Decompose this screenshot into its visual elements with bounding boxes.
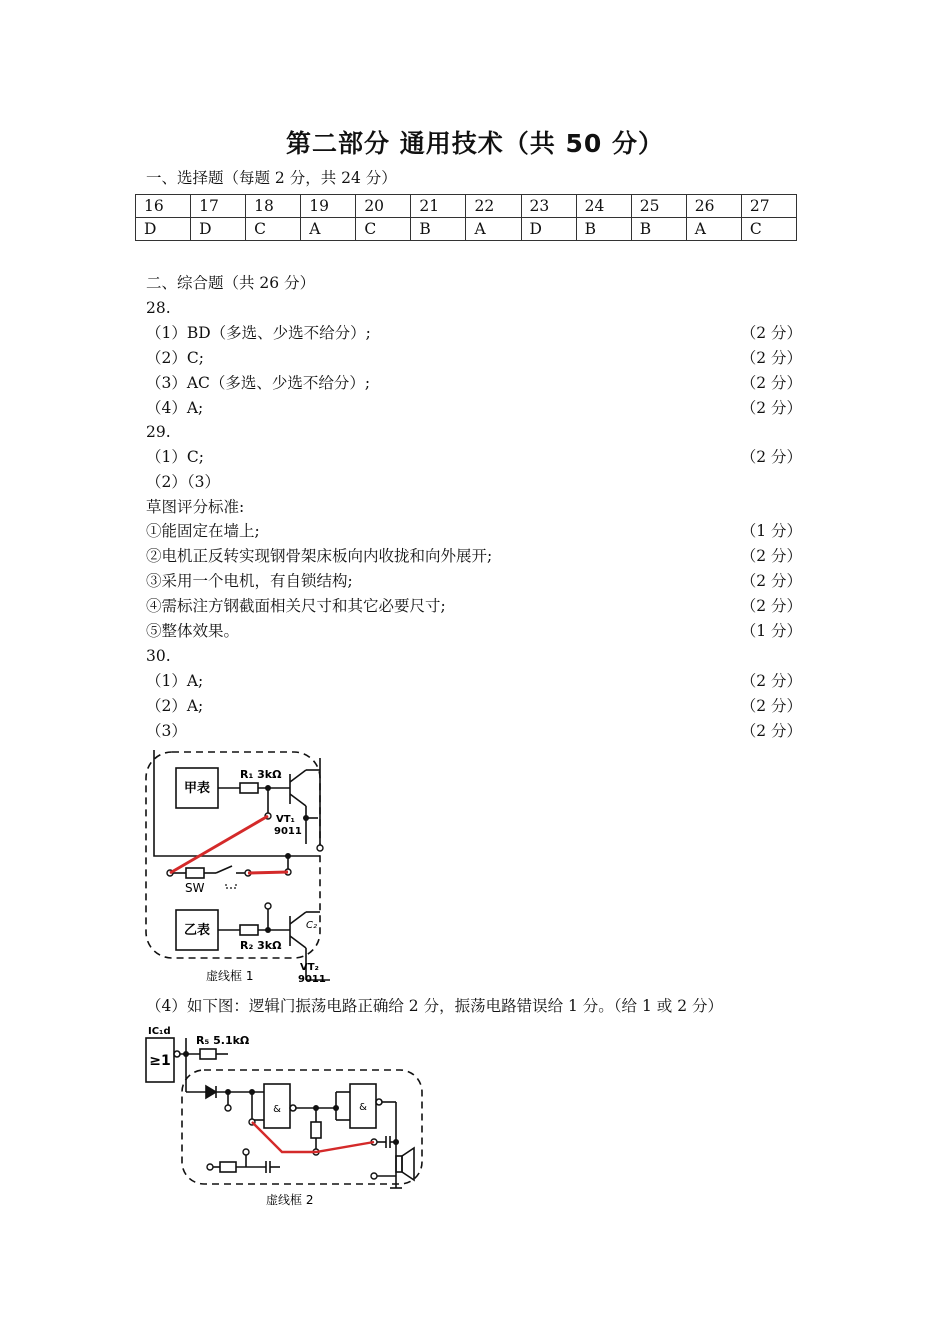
answer-cell: C <box>246 218 301 241</box>
meter-b-label: 乙表 <box>183 923 211 938</box>
answer-line-text: ②电机正反转实现钢骨架床板向内收拢和向外展开; <box>146 547 493 565</box>
answer-line-points: （2 分） <box>740 448 802 466</box>
answer-line-text: ⑤整体效果。 <box>146 622 240 640</box>
answer-cell: A <box>301 218 356 241</box>
answer-line-text: （4）A; <box>146 399 204 417</box>
question-number: 23 <box>521 195 576 218</box>
vt1-model-label: 9011 <box>274 826 302 837</box>
answer-line-text: （1）C; <box>146 448 204 466</box>
section2-heading: 二、综合题（共 26 分） <box>146 274 316 292</box>
answer-line-text: 30. <box>146 647 171 665</box>
page-title: 第二部分 通用技术（共 50 分） <box>286 129 664 158</box>
answer-cell: D <box>191 218 246 241</box>
answer-line-text: 28. <box>146 299 171 317</box>
question-number: 27 <box>741 195 796 218</box>
answer-line-points: （2 分） <box>740 672 802 690</box>
vt2-label: VT₂ <box>300 962 319 973</box>
answer-line-points: （2 分） <box>740 349 802 367</box>
switch-label: SW <box>185 881 205 895</box>
answer-line-text: （2）（3） <box>146 473 220 491</box>
answer-line-points: （2 分） <box>740 722 802 740</box>
answer-table-number-row <box>136 195 797 218</box>
and-gate-2-symbol: & <box>359 1102 367 1113</box>
answer-cell: B <box>576 218 631 241</box>
question-number: 20 <box>356 195 411 218</box>
answer-line-text: ③采用一个电机，有自锁结构; <box>146 572 353 590</box>
answer-cell: D <box>136 218 191 241</box>
answer-line-text: 29. <box>146 423 171 441</box>
answer-cell: C <box>741 218 796 241</box>
answer-line-points: （2 分） <box>740 399 802 417</box>
c2-label: C₂ <box>306 920 317 931</box>
answer-line-points: （2 分） <box>740 572 802 590</box>
answer-line-text: ①能固定在墙上; <box>146 522 260 540</box>
question-number: 25 <box>631 195 686 218</box>
question-number: 17 <box>191 195 246 218</box>
r5-label: R₅ 5.1kΩ <box>196 1034 250 1047</box>
vt2-model-label: 9011 <box>298 974 326 985</box>
answer-line-text: （1）BD（多选、少选不给分）; <box>146 324 371 342</box>
answer-cell: B <box>631 218 686 241</box>
dashed-frame-1 <box>146 752 320 958</box>
answer-line-points: （1 分） <box>740 622 802 640</box>
answer-line-text: 草图评分标准: <box>146 498 245 516</box>
r1-label: R₁ 3kΩ <box>240 768 282 781</box>
circuit-diagram-1 <box>140 748 330 988</box>
question-number: 19 <box>301 195 356 218</box>
answer-line-points: （2 分） <box>740 697 802 715</box>
meter-a-label: 甲表 <box>183 781 211 796</box>
answer-line-points: （2 分） <box>740 324 802 342</box>
question-number: 21 <box>411 195 466 218</box>
section1-heading: 一、选择题（每题 2 分，共 24 分） <box>146 169 397 187</box>
and-gate-1-symbol: & <box>273 1104 281 1115</box>
red-wire <box>170 816 288 873</box>
answer-line-text: （1）A; <box>146 672 204 690</box>
answer-cell: B <box>411 218 466 241</box>
circuit-diagram-2 <box>140 1022 430 1212</box>
answer-line-text: ④需标注方钢截面相关尺寸和其它必要尺寸; <box>146 597 446 615</box>
q30-part4-text: （4）如下图：逻辑门振荡电路正确给 2 分，振荡电路错误给 1 分。（给 1 或 2 分） <box>146 997 723 1015</box>
red-wire <box>252 1122 374 1152</box>
r2-label: R₂ 3kΩ <box>240 939 282 952</box>
question-number: 18 <box>246 195 301 218</box>
ic-label: IC₁d <box>148 1026 171 1037</box>
answer-line-points: （1 分） <box>740 522 802 540</box>
answer-table-answer-row <box>136 218 797 241</box>
answer-line-points: （2 分） <box>740 374 802 392</box>
answer-line-text: （2）A; <box>146 697 204 715</box>
answer-table <box>135 194 797 241</box>
answer-line-points: （2 分） <box>740 547 802 565</box>
answer-cell: D <box>521 218 576 241</box>
question-number: 22 <box>466 195 521 218</box>
answer-cell: A <box>466 218 521 241</box>
answer-cell: A <box>686 218 741 241</box>
question-number: 26 <box>686 195 741 218</box>
answer-line-points: （2 分） <box>740 597 802 615</box>
or-gate-symbol: ≥1 <box>149 1053 171 1069</box>
answer-line-text: （3）AC（多选、少选不给分）; <box>146 374 371 392</box>
question-number: 24 <box>576 195 631 218</box>
answer-cell: C <box>356 218 411 241</box>
question-number: 16 <box>136 195 191 218</box>
answer-line-text: （2）C; <box>146 349 204 367</box>
frame-2-caption: 虚线框 2 <box>266 1193 314 1207</box>
frame-1-caption: 虚线框 1 <box>206 969 254 983</box>
answer-line-text: （3） <box>146 722 187 740</box>
vt1-label: VT₁ <box>276 814 295 825</box>
